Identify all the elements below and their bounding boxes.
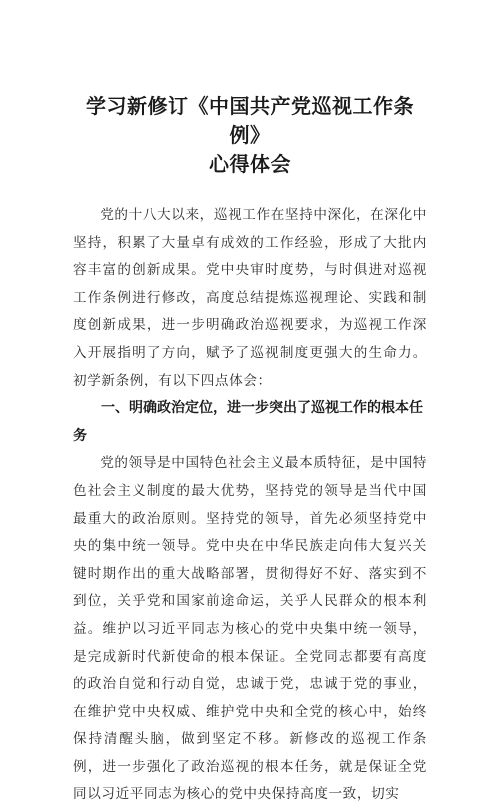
intro-paragraph: 党的十八大以来，巡视工作在坚持中深化，在深化中坚持，积累了大量卓有成效的工作经验，形成了大批内容丰富的创新成果。党中央审时度势，与时俱进对巡视工作条例进行修改，高度总结提炼巡视理论、实践和制度创新成果，进一步明确政治巡视要求，为巡视工作深入开展指明了方向，赋予了巡视制度更强大的生命力。初学新条例，有以下四点体会： xyxy=(73,207,427,389)
section-1-paragraph: 党的领导是中国特色社会主义最本质特征，是中国特色社会主义制度的最大优势，坚持党的领导是当代中国最重大的政治原则。坚持党的领导，首先必须坚持党中央的集中统一领导。党中央在中华民族走向伟大复兴关键时期作出的重大战略部署，贯彻得好不好、落实到不到位，关乎党和国家前途命运，关乎人民群众的根本利益。维护以习近平同志为核心的党中央集中统一领导，是完成新时代新使命的根本保证。全党同志都要有高度的政治自觉和行动自觉，忠诚于党，忠诚于党的事业，在维护党中央权威、维护党中央和全党的核心中，始终保持清醒头脑，做到坚定不移。新修改的巡视工作条例，进一步强化了政治巡视的根本任务，就是保证全党同以习近平同志为核心的党中央保持高度一致，切实 xyxy=(73,455,427,803)
section-1-heading: 一、明确政治定位，进一步突出了巡视工作的根本任务 xyxy=(73,400,423,444)
document-title xyxy=(73,0,427,179)
document-body xyxy=(73,202,427,809)
title-line-1: 学习新修订《中国共产党巡视工作条例》 xyxy=(86,94,414,147)
title-line-2: 心得体会 xyxy=(209,152,291,176)
